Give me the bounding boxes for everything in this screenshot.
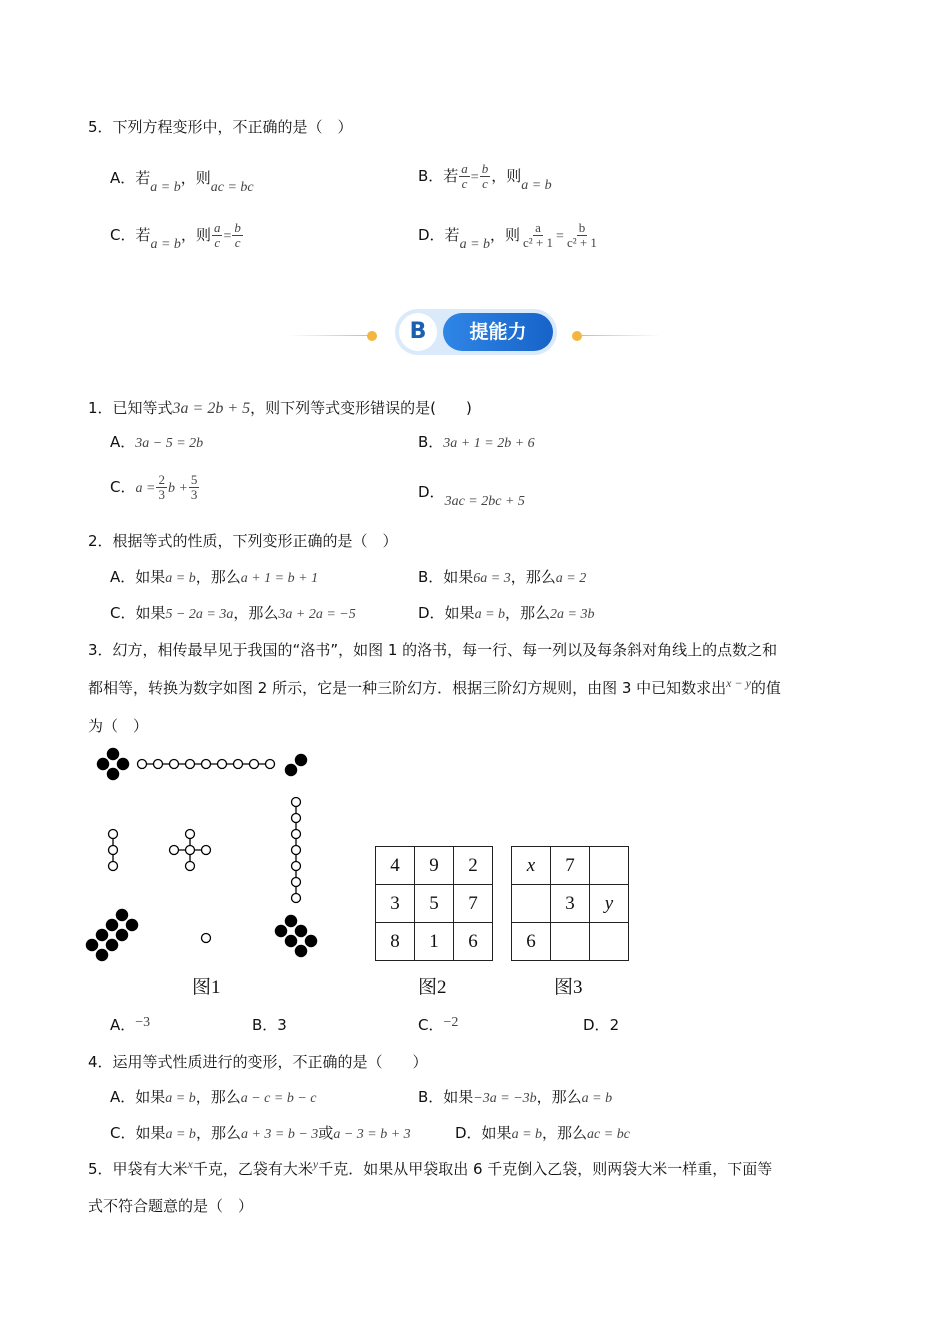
fig2-cell: 1	[415, 923, 454, 961]
q5-a-label: A．若	[110, 169, 151, 187]
question-3-line2	[88, 678, 781, 699]
q5-a-math2: ac = bc	[210, 180, 254, 195]
q5-option-b	[418, 158, 552, 196]
q5-d-label: D．若	[418, 226, 460, 244]
q5-d-frac1-den: c² + 1	[523, 235, 554, 250]
q4-b-mid: ，那么	[536, 1088, 582, 1106]
fig3-cell	[512, 885, 551, 923]
q1-option-c	[110, 468, 200, 508]
q1-c-pre: a =	[135, 481, 156, 496]
banner-left-dot	[367, 331, 377, 341]
q5-c-frac1	[212, 221, 223, 250]
fig3-cell: 3	[551, 885, 590, 923]
luoshu-figure	[80, 740, 330, 970]
q2-b-label: B．如果	[418, 568, 474, 586]
question-3-line1: 3．幻方，相传最早见于我国的“洛书”，如图 1 的洛书，每一行、每一列以及每条斜对角线上的点数之和	[88, 641, 778, 659]
q5-b-frac1-num: a	[461, 161, 468, 176]
q2-b-math1: 6a = 3	[473, 571, 511, 586]
q4-d-mid: ，那么	[542, 1124, 588, 1142]
q5-d-frac1-num: a	[535, 220, 541, 235]
q3-line2-pre: 都相等，转换为数字如图 2 所示，它是一种三阶幻方．根据三阶幻方规则，由图 3 中已知数求出	[88, 679, 727, 697]
q1-c-frac1-num: 2	[158, 472, 165, 487]
q1-c-label: C．	[110, 478, 136, 496]
fig3-cell: x	[512, 847, 551, 885]
q4-a-mid: ，那么	[195, 1088, 241, 1106]
q5-b-then: ，则	[491, 167, 522, 185]
q2-d-label: D．如果	[418, 604, 475, 622]
q1-c-frac2-num: 5	[190, 472, 198, 487]
q5-d-frac2	[565, 221, 599, 250]
q4-c-math2: a + 3 = b − 3	[240, 1127, 319, 1142]
q5-b-frac1	[459, 162, 470, 191]
fig3-cell: y	[590, 885, 629, 923]
q5-c-frac2-den: c	[234, 235, 241, 250]
q1-a-label: A．	[110, 433, 136, 451]
q1-stem-post: ，则下列等式变形错误的是( )	[250, 399, 472, 417]
fig3-cell	[551, 923, 590, 961]
q1-d-label: D．	[418, 483, 445, 501]
q2-c-math1: 5 − 2a = 3a	[165, 607, 234, 622]
q2-a-mid: ，那么	[195, 568, 241, 586]
q5b-line1-a: 5．甲袋有大米	[88, 1160, 188, 1178]
fig2-cell: 2	[454, 847, 493, 885]
fig2-cell: 6	[454, 923, 493, 961]
figure-3-caption: 图3	[554, 977, 583, 998]
fig2-cell: 3	[376, 885, 415, 923]
q1-option-a	[110, 432, 203, 454]
banner-right-dot	[572, 331, 582, 341]
banner-letter: B	[399, 313, 437, 351]
q3-b-label: B．	[252, 1016, 278, 1034]
q4-a-math1: a = b	[165, 1091, 196, 1106]
q5-b-eq: =	[470, 170, 479, 185]
q4-b-label: B．如果	[418, 1088, 474, 1106]
q2-c-mid: ，那么	[233, 604, 279, 622]
q4-a-label: A．如果	[110, 1088, 166, 1106]
q4-d-math1: a = b	[511, 1127, 543, 1142]
q3-c-label: C．	[418, 1016, 444, 1034]
magic-square-figure-2	[375, 846, 493, 961]
question-3-line3: 为（ ）	[88, 717, 149, 735]
q3-option-c	[418, 1015, 458, 1037]
q4-c-or: 或	[318, 1124, 334, 1142]
q3-d-value: 2	[609, 1016, 620, 1034]
q2-option-c	[110, 603, 356, 625]
q5-c-frac1-den: c	[214, 235, 221, 250]
q1-b-label: B．	[418, 433, 444, 451]
q4-option-a	[110, 1087, 317, 1109]
magic-square-figure-3	[511, 846, 629, 961]
q3-line2-post: 的值	[750, 679, 781, 697]
q4-option-b	[418, 1087, 612, 1109]
q2-d-math2: 2a = 3b	[550, 607, 595, 622]
q5b-y: y	[312, 1157, 319, 1171]
fig2-cell: 4	[376, 847, 415, 885]
q5-c-eq: =	[223, 229, 232, 244]
q1-a-math: 3a − 5 = 2b	[135, 436, 204, 451]
fig3-row	[512, 923, 629, 961]
q1-c-frac2-den: 3	[190, 487, 198, 502]
q5-c-label: C．若	[110, 226, 151, 244]
q1-stem-pre: 1．已知等式	[88, 399, 173, 417]
fig3-cell: 7	[551, 847, 590, 885]
q5-a-then: ，则	[180, 169, 211, 187]
q5-d-frac1	[521, 221, 555, 250]
q5-c-frac2	[232, 221, 243, 250]
figure-2-caption: 图2	[418, 977, 447, 998]
q5b-line1-c: 千克．如果从甲袋取出 6 千克倒入乙袋，则两袋大米一样重，下面等	[318, 1160, 773, 1178]
q2-b-mid: ，那么	[510, 568, 556, 586]
q1-stem-math: 3a = 2b + 5	[172, 400, 251, 417]
fig2-cell: 9	[415, 847, 454, 885]
q2-d-math1: a = b	[474, 607, 506, 622]
banner-title: 提能力	[443, 313, 553, 351]
section-banner	[395, 309, 557, 355]
q5-d-then: ，则	[490, 226, 521, 244]
fig2-row	[376, 923, 493, 961]
q1-option-b	[418, 432, 535, 454]
q4-option-c	[110, 1123, 411, 1145]
question-2-stem: 2．根据等式的性质，下列变形正确的是（ ）	[88, 532, 398, 550]
fig3-cell: 6	[512, 923, 551, 961]
q5b-line1-b: 千克，乙袋有大米	[192, 1160, 313, 1178]
q5-b-label: B．若	[418, 167, 459, 185]
question-5b-line2: 式不符合题意的是（ ）	[88, 1197, 254, 1215]
q3-b-value: 3	[277, 1016, 287, 1034]
q5-c-math1: a = b	[150, 237, 181, 252]
q4-d-math2: ac = bc	[587, 1127, 630, 1142]
fig3-row	[512, 847, 629, 885]
q4-c-math1: a = b	[165, 1127, 196, 1142]
banner-right-line	[582, 335, 662, 336]
q2-a-label: A．如果	[110, 568, 166, 586]
q5-d-frac2-num: b	[578, 220, 586, 235]
q3-option-d	[583, 1015, 619, 1035]
q3-a-label: A．	[110, 1016, 136, 1034]
q3-line2-math: x − y	[726, 676, 751, 690]
q5-b-frac2-den: c	[482, 176, 488, 191]
q3-c-math: −2	[443, 1015, 459, 1030]
question-5-stem: 5．下列方程变形中，不正确的是（ ）	[88, 118, 353, 136]
q1-c-frac1	[156, 473, 167, 502]
q2-b-math2: a = 2	[555, 571, 587, 586]
q5-b-frac2	[480, 162, 491, 191]
fig2-cell: 8	[376, 923, 415, 961]
question-1-stem	[88, 398, 472, 419]
q3-d-label: D．	[583, 1016, 610, 1034]
q4-c-mid: ，那么	[195, 1124, 241, 1142]
q5-d-eq: =	[556, 229, 564, 244]
q4-b-math2: a = b	[581, 1091, 613, 1106]
q5-option-c	[110, 217, 244, 255]
q1-c-frac1-den: 3	[158, 487, 165, 502]
q3-option-a	[110, 1015, 150, 1037]
q2-c-label: C．如果	[110, 604, 166, 622]
q5-option-a	[110, 168, 254, 195]
q1-option-d	[418, 482, 525, 509]
q2-c-math2: 3a + 2a = −5	[278, 607, 356, 622]
fig2-row	[376, 885, 493, 923]
q5-d-math1: a = b	[459, 237, 491, 252]
q4-c-label: C．如果	[110, 1124, 166, 1142]
q1-d-math: 3ac = 2bc + 5	[444, 494, 525, 509]
question-5b-line1	[88, 1159, 772, 1180]
q5-c-then: ，则	[180, 226, 211, 244]
q5b-x: x	[187, 1157, 193, 1171]
q4-a-math2: a − c = b − c	[240, 1091, 317, 1106]
q3-option-b	[252, 1015, 287, 1035]
fig3-cell	[590, 847, 629, 885]
q1-b-math: 3a + 1 = 2b + 6	[443, 436, 535, 451]
q5-c-frac2-num: b	[234, 220, 241, 235]
q1-c-frac2	[189, 473, 200, 502]
q5-b-frac1-den: c	[461, 176, 468, 191]
q4-d-label: D．如果	[455, 1124, 512, 1142]
q5-c-frac1-num: a	[213, 220, 221, 235]
q2-a-math1: a = b	[165, 571, 196, 586]
question-4-stem: 4．运用等式性质进行的变形，不正确的是（ ）	[88, 1053, 428, 1071]
q5-b-math2: a = b	[521, 178, 552, 193]
q5-a-math1: a = b	[150, 180, 181, 195]
q4-b-math1: −3a = −3b	[473, 1091, 537, 1106]
q2-option-d	[418, 603, 594, 625]
q3-a-math: −3	[135, 1015, 151, 1030]
q1-c-mid: b +	[167, 481, 188, 496]
q4-option-d	[455, 1123, 630, 1145]
fig2-row	[376, 847, 493, 885]
figure-1-caption: 图1	[192, 977, 221, 998]
fig3-cell	[590, 923, 629, 961]
q2-d-mid: ，那么	[505, 604, 551, 622]
fig3-row	[512, 885, 629, 923]
q4-c-math3: a − 3 = b + 3	[333, 1127, 411, 1142]
q2-option-a	[110, 567, 318, 589]
q2-option-b	[418, 567, 586, 589]
q5-d-frac2-den: c² + 1	[566, 235, 597, 250]
fig2-cell: 5	[415, 885, 454, 923]
q5-b-frac2-num: b	[481, 161, 489, 176]
q2-a-math2: a + 1 = b + 1	[240, 571, 319, 586]
fig2-cell: 7	[454, 885, 493, 923]
q5-option-d	[418, 217, 600, 255]
banner-left-line	[288, 335, 368, 336]
